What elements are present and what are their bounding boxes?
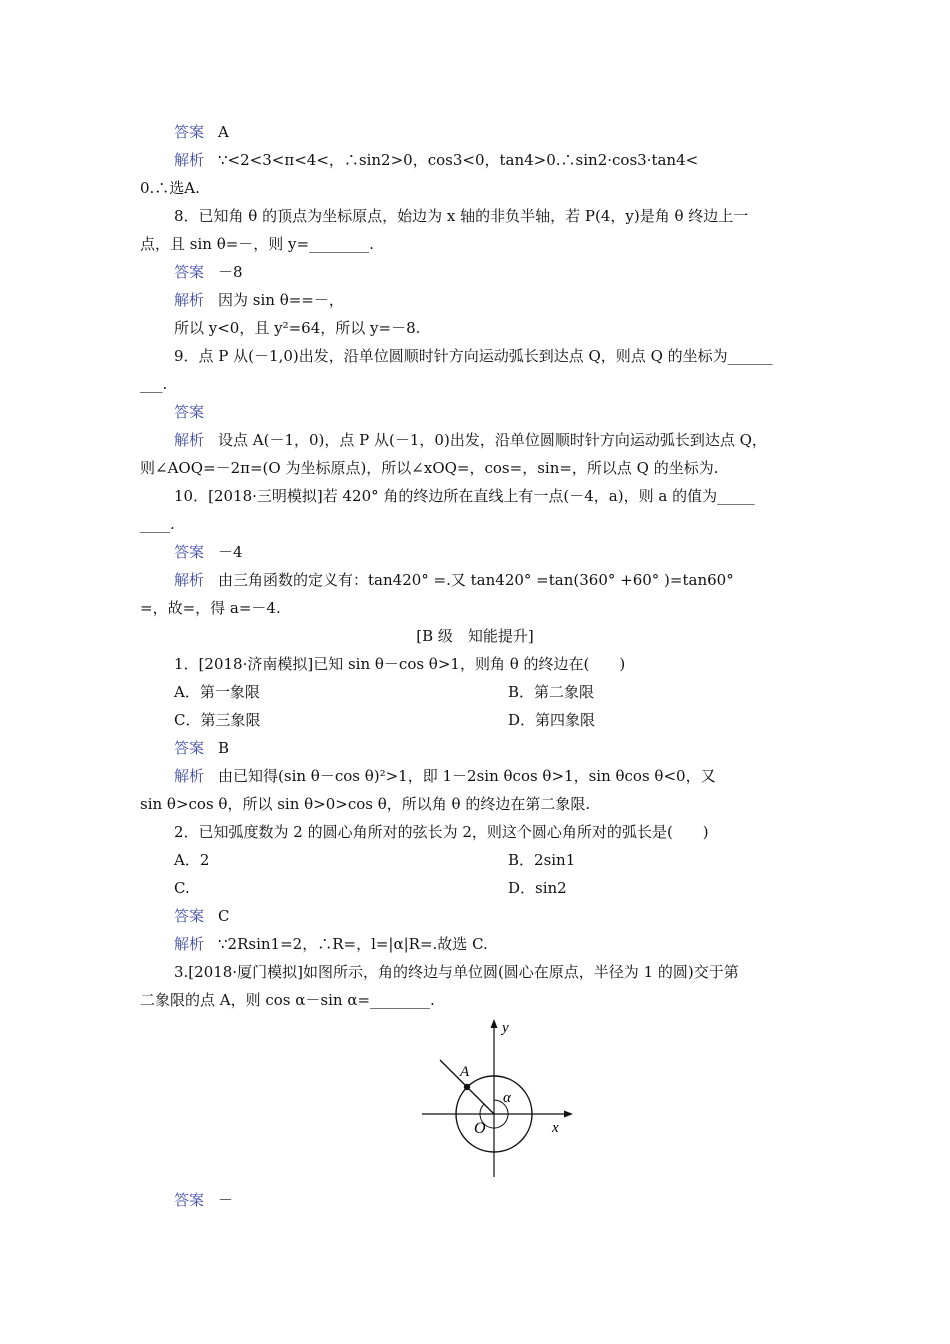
label-origin: O (474, 1120, 486, 1137)
answer-keyword: 答案 (174, 263, 205, 281)
explanation-line-b2 (174, 934, 488, 954)
y-axis-arrow (491, 1019, 498, 1028)
label-x: x (552, 1120, 559, 1136)
explanation-keyword: 解析 (174, 767, 205, 785)
explanation-line-8 (174, 290, 344, 310)
option-b: B．第二象限 (508, 683, 595, 701)
explanation-keyword: 解析 (174, 935, 205, 953)
explanation-line-10 (174, 570, 734, 590)
explanation-line-b1 (174, 766, 716, 786)
explanation-line-8b: 所以 y<0，且 y²=64，所以 y=－8. (174, 319, 421, 337)
label-alpha: α (503, 1090, 511, 1106)
answer-text: － (218, 1191, 234, 1209)
answer-keyword: 答案 (174, 1191, 205, 1209)
answer-text: B (218, 739, 230, 757)
question-10-line-2: ____. (140, 515, 175, 533)
option-d: D．sin2 (508, 879, 567, 897)
explanation-line-9b: 则∠AOQ=－2π=(O 为坐标原点)，所以∠xOQ=，cos=，sin=，所以点 Q 的坐标为. (140, 459, 719, 477)
explanation-line-9 (174, 430, 767, 450)
option-b: B．2sin1 (508, 851, 576, 869)
answer-keyword: 答案 (174, 123, 205, 141)
label-a: A (460, 1064, 470, 1080)
section-title: [B 级 知能提升] (416, 627, 534, 645)
explanation-text: 由已知得(sin θ－cos θ)²>1，即 1－2sin θcos θ>1，sin θcos θ<0，又 (218, 767, 716, 785)
explanation-line-7 (174, 150, 698, 170)
explanation-line-b1b: sin θ>cos θ，所以 sin θ>0>cos θ，所以角 θ 的终边在第二象限. (140, 795, 591, 813)
option-a: A．第一象限 (174, 683, 260, 701)
explanation-text: ∵2Rsin1=2，∴R=，l=|α|R=.故选 C. (218, 935, 488, 953)
question-b1: 1．[2018·济南模拟]已知 sin θ－cos θ>1，则角 θ 的终边在( ) (174, 655, 626, 673)
option-c: C．第三象限 (174, 711, 261, 729)
explanation-text: 设点 A(－1，0)，点 P 从(－1，0)出发，沿单位圆顺时针方向运动弧长到达点 Q， (218, 431, 767, 449)
answer-text: －4 (218, 543, 243, 561)
question-8-line-1: 8．已知角 θ 的顶点为坐标原点，始边为 x 轴的非负半轴，若 P(4，y)是角 θ 终边上一 (174, 207, 749, 225)
answer-line-b2 (174, 906, 230, 926)
answer-text: C (218, 907, 230, 925)
answer-line-b3 (174, 1190, 233, 1210)
answer-line-8 (174, 262, 243, 282)
question-9-line-1: 9．点 P 从(－1,0)出发，沿单位圆顺时针方向运动弧长到达点 Q，则点 Q 的坐标为______ (174, 347, 773, 365)
answer-keyword: 答案 (174, 403, 205, 421)
label-y: y (502, 1020, 509, 1036)
question-9-line-2: ___. (140, 375, 168, 393)
explanation-text: 因为 sin θ==－， (218, 291, 344, 309)
answer-line-9 (174, 402, 204, 422)
question-8-line-2: 点，且 sin θ=－，则 y=________. (140, 235, 374, 253)
option-d: D．第四象限 (508, 711, 596, 729)
explanation-text: 由三角函数的定义有：tan420° =.又 tan420° =tan(360° +60° )=tan60° (218, 571, 734, 589)
option-c: C. (174, 879, 190, 897)
answer-line-b1 (174, 738, 229, 758)
answer-text: －8 (218, 263, 243, 281)
explanation-line-10b: =，故=，得 a=－4. (140, 599, 281, 617)
explanation-keyword: 解析 (174, 431, 205, 449)
explanation-keyword: 解析 (174, 151, 205, 169)
answer-line-10 (174, 542, 243, 562)
explanation-keyword: 解析 (174, 291, 205, 309)
explanation-keyword: 解析 (174, 571, 205, 589)
answer-keyword: 答案 (174, 907, 205, 925)
explanation-text: ∵<2<3<π<4<，∴sin2>0，cos3<0，tan4>0.∴sin2·cos3·tan4< (218, 151, 699, 169)
answer-text: A (218, 123, 229, 141)
option-a: A．2 (174, 851, 210, 869)
answer-keyword: 答案 (174, 739, 205, 757)
x-axis-arrow (564, 1111, 573, 1118)
question-b3-line-2: 二象限的点 A，则 cos α－sin α=________. (140, 991, 435, 1009)
question-b3-line-1: 3.[2018·厦门模拟]如图所示，角的终边与单位圆(圆心在原点，半径为 1 的圆)交于第 (174, 963, 739, 981)
question-10-line-1: 10．[2018·三明模拟]若 420° 角的终边所在直线上有一点(－4，a)，则 a 的值为_____ (174, 487, 755, 505)
unit-circle-figure (410, 1012, 575, 1182)
point-a (464, 1084, 470, 1090)
answer-keyword: 答案 (174, 543, 205, 561)
question-b2: 2．已知弧度数为 2 的圆心角所对的弦长为 2，则这个圆心角所对的弧长是( ) (174, 823, 709, 841)
answer-line-7 (174, 122, 229, 142)
explanation-continuation: 0.∴选A. (140, 179, 200, 197)
